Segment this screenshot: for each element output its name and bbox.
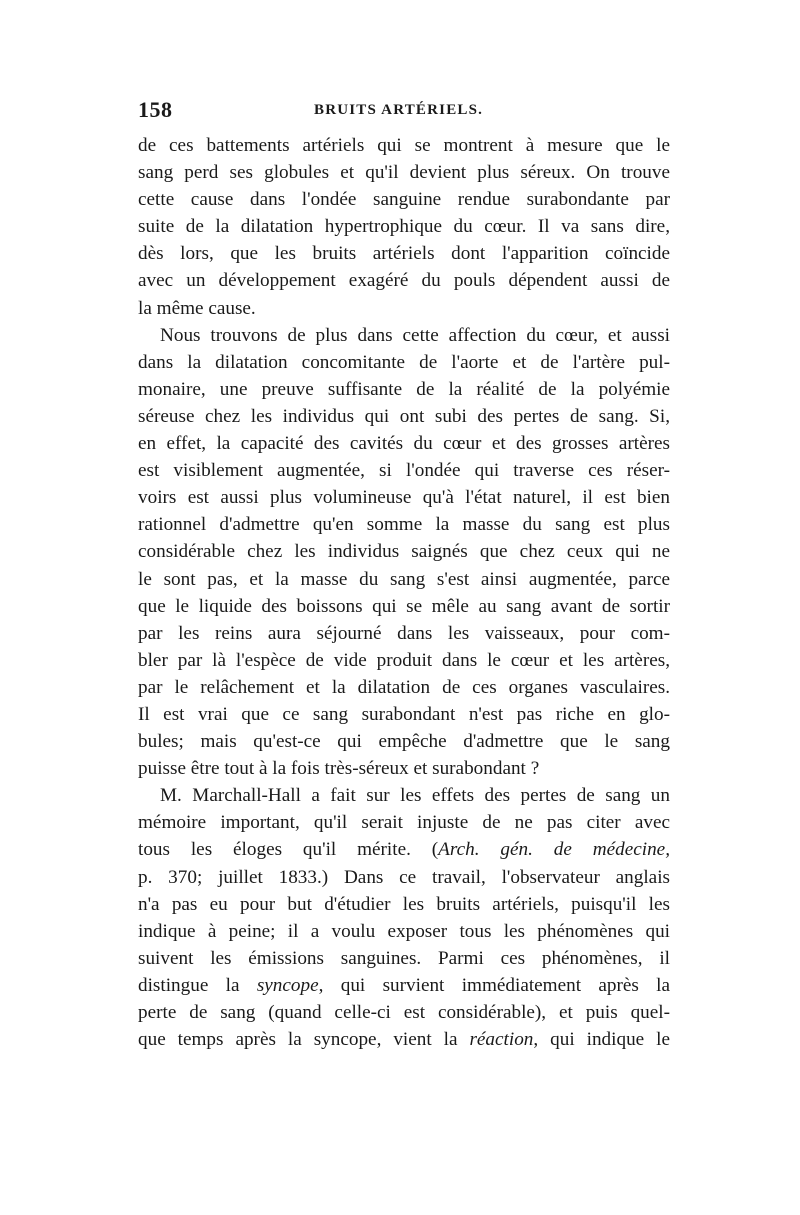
text-line [138,240,670,267]
text-segment: de ces battements artériels qui se montrent à mesure que le [138,135,670,156]
text-line [138,728,670,755]
italic-text: réaction [469,1029,534,1051]
text-segment: p. 370; juillet 1833.) Dans ce travail, l'observateur anglais [138,866,670,888]
italic-text: syncope [256,974,319,996]
page-number: 158 [138,97,173,122]
text-line [138,376,670,403]
text-segment: bler par là l'espèce de vide produit dans le cœur et les artères, [138,649,670,671]
text-line [138,972,670,999]
text-segment: Nous trouvons de plus dans cette affection du cœur, et aussi [160,324,670,346]
text-segment: , qui survient immédiatement après la [318,974,671,996]
text-segment: la même cause. [138,297,256,319]
text-line [138,864,670,891]
text-segment: monaire, une preuve suffisante de la réalité de la polyémie [138,378,670,400]
text-line [138,295,670,322]
text-segment: que le liquide des boissons qui se mêle au sang avant de sortir [138,595,670,617]
text-line [138,593,670,620]
text-segment: bules; mais qu'est-ce qui empêche d'admettre que le sang [138,731,670,753]
text-segment: , qui indique le [533,1029,670,1051]
text-line [138,511,670,538]
text-segment: puisse être tout à la fois très-séreux et surabondant ? [138,758,540,780]
running-title: BRUITS ARTÉRIELS. [314,102,484,118]
text-segment: est visiblement augmentée, si l'ondée qui traverse ces réser- [138,460,670,482]
text-segment: considérable chez les individus saignés que chez ceux qui ne [138,541,670,563]
text-line [138,186,670,213]
text-line [138,484,670,511]
text-segment: sang perd ses globules et qu'il devient plus séreux. On trouve [138,162,670,184]
text-segment: tous les éloges qu'il mérite. ( [138,839,439,861]
text-segment: voirs est aussi plus volumineuse qu'à l'état naturel, il est bien [138,487,670,509]
text-line [138,891,670,918]
text-segment: séreuse chez les individus qui ont subi des pertes de sang. Si, [138,405,670,427]
text-line [138,349,670,376]
text-line [138,538,670,565]
text-line [138,403,670,430]
text-line [138,945,670,972]
text-segment: suite de la dilatation hypertrophique du cœur. Il va sans dire, [138,216,670,238]
text-line [138,809,670,836]
text-segment: cette cause dans l'ondée sanguine rendue surabondante par [138,189,670,211]
text-segment: perte de sang (quand celle-ci est considérable), et puis quel- [138,1002,670,1023]
text-line [138,566,670,593]
text-line [138,999,670,1026]
text-line [138,267,670,294]
body-text [138,132,670,1053]
text-segment: par les reins aura séjourné dans les vaisseaux, pour com- [138,622,670,644]
text-segment: M. Marchall-Hall a fait sur les effets des pertes de sang un [160,785,670,807]
text-line [138,836,670,863]
text-segment: rationnel d'admettre qu'en somme la masse du sang est plus [138,514,670,536]
text-line [138,213,670,240]
text-line [138,674,670,701]
text-segment: en effet, la capacité des cavités du cœur et des grosses artères [138,433,670,455]
text-segment: mémoire important, qu'il serait injuste de ne pas citer avec [138,812,670,834]
running-head [138,97,670,125]
text-line [138,1026,670,1053]
text-line [138,620,670,647]
text-segment: par le relâchement et la dilatation de ces organes vasculaires. [138,676,670,698]
text-segment: dès lors, que les bruits artériels dont l'apparition coïncide [138,243,670,265]
text-line [138,782,670,809]
text-line [138,159,670,186]
text-segment: suivent les émissions sanguines. Parmi ces phénomènes, il [138,947,670,969]
text-segment: Il est vrai que ce sang surabondant n'est pas riche en glo- [138,703,670,725]
text-segment: distingue la [138,974,257,996]
text-segment: que temps après la syncope, vient la [138,1029,470,1051]
text-segment: le sont pas, et la masse du sang s'est ainsi augmentée, parce [138,568,670,590]
text-segment: dans la dilatation concomitante de l'aorte et de l'artère pul- [138,351,670,373]
text-line [138,918,670,945]
text-line [138,457,670,484]
text-line [138,701,670,728]
text-line [138,322,670,349]
text-segment: n'a pas eu pour but d'étudier les bruits artériels, puisqu'il les [138,893,670,915]
text-segment: avec un développement exagéré du pouls dépendent aussi de [138,270,670,292]
text-line [138,430,670,457]
text-line [138,755,670,782]
text-segment: indique à peine; il a voulu exposer tous les phénomènes qui [138,920,670,942]
italic-text: Arch. gén. de médecine, [438,839,670,861]
text-line [138,647,670,674]
text-line [138,132,670,159]
